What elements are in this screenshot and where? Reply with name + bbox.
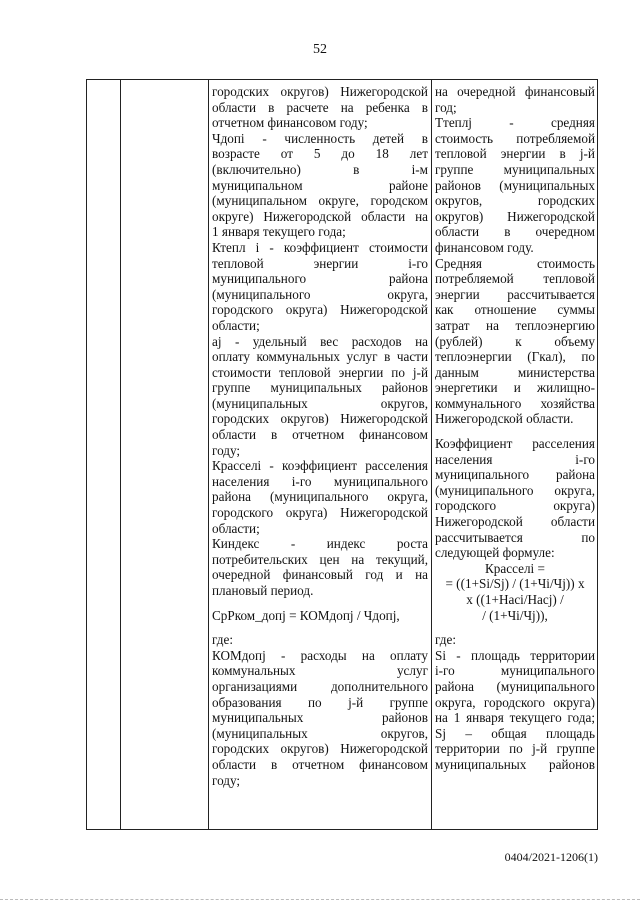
table-column-divider [208,80,209,829]
text-line: энергетики и жилищно- [435,380,595,396]
text-line: году; [212,442,241,458]
text-line: потребляемой тепловой [435,271,595,287]
bottom-scan-edge [0,899,640,900]
text-line: СрРком_допj = КОМдопj / Чдопj, [212,607,400,623]
text-line: Si - площадь территории [435,647,595,663]
text-line: году; [212,772,241,788]
table-column-divider [120,80,121,829]
text-line: Коэффициент расселения [435,436,595,452]
text-line: организациями дополнительного [212,678,428,694]
text-line: потребительских цен на текущий, [212,551,428,567]
text-line: муниципальных районов [435,756,595,772]
text-line: муниципальном районе [212,177,428,193]
text-line: населения і-го [435,451,595,467]
text-line: (рублей) к объему [435,333,595,349]
right-column-text [435,84,595,773]
text-line: теплоэнергии (Гкал), по [435,349,595,365]
text-line: области; [212,520,260,536]
text-line: группе муниципальных районов [212,380,428,396]
document-code: 0404/2021-1206(1) [504,850,598,864]
text-line: очередной финансовый год и на [212,567,428,583]
text-line: финансовом году. [435,239,534,255]
text-line: отчетном финансовом году; [212,115,368,131]
text-line: где: [212,632,233,648]
text-line: год; [435,99,457,115]
text-line: области в расчете на ребенка в [212,99,428,115]
spacer [435,427,595,436]
text-line: области в отчетном финансовом [212,427,428,443]
text-line: округе) Нижегородской области на [212,208,428,224]
text-line: x ((1+Насі/Насj) / [466,592,564,607]
spacer [212,599,428,608]
text-line: населения і-го муниципального [212,473,428,489]
text-line: области в отчетном финансовом [212,756,428,772]
text-line: территории по j-й группе [435,741,595,757]
text-line: (включительно) в і-м [212,161,428,177]
text-line: городского округа) Нижегородской [212,505,428,521]
text-line: (муниципальных округов, [212,395,428,411]
text-line: рассчитывается по [435,529,595,545]
text-line: тепловой энергии в j-й [435,146,595,162]
text-line: муниципального района [212,271,428,287]
text-line: Sj – общая площадь [435,725,595,741]
text-line: возрасте от 5 до 18 лет [212,146,428,162]
text-line: округа, городского округа) [435,694,595,710]
text-line: района (муниципального округа, [212,489,428,505]
text-line: Красселі = [485,560,545,576]
text-line: тепловой энергии і-го [212,255,428,271]
text-line: как отношение суммы [435,302,595,318]
page-number: 52 [313,42,327,57]
text-line: области; [212,317,260,333]
text-line: плановый период. [212,583,314,598]
text-line: следующей формуле: [435,545,555,561]
text-line: городских округов) Нижегородской [212,84,428,99]
text-line: городских округов) Нижегородской [212,411,428,427]
text-line: Ттеплj - средняя [435,115,595,131]
text-line: Красселі - коэффициент расселения [212,458,428,474]
text-line: КОМдопj - расходы на оплату [212,647,428,663]
text-line: муниципального района [435,467,595,483]
text-line: (муниципального округа, [435,482,595,498]
text-line: і-го муниципального [435,663,595,679]
text-line: затрат на теплоэнергию [435,317,595,333]
text-line: Чдопі - численность детей в [212,130,428,146]
text-line: (муниципальном округе, городском [212,193,428,209]
text-line: Киндекс - индекс роста [212,536,428,552]
text-line: 1 января текущего года; [212,224,346,240]
text-line: городских округов) Нижегородской [212,741,428,757]
text-line: Средняя стоимость [435,255,595,271]
text-line: группе муниципальных [435,161,595,177]
text-line: районов (муниципальных [435,177,595,193]
text-line: на очередной финансовый [435,84,595,99]
text-line: (муниципальных округов, [212,725,428,741]
text-line: области в очередном [435,224,595,240]
middle-column-text [212,84,428,788]
text-line: стоимость потребляемой [435,130,595,146]
text-line: городского округа) [435,498,595,514]
text-line: = ((1+Si/Sj) / (1+Чі/Чj)) x [445,576,585,592]
text-line: коммунальных услуг [212,663,428,679]
spacer [435,623,595,632]
text-line: данным министерства [435,364,595,380]
text-line: aj - удельный вес расходов на [212,333,428,349]
text-line: округов) Нижегородской [435,208,595,224]
text-line: муниципальных районов [212,710,428,726]
text-line: района (муниципального [435,678,595,694]
text-line: / (1+Чі/Чj)), [482,607,548,623]
text-line: коммунального хозяйства [435,395,595,411]
text-line: округов, городских [435,193,595,209]
text-line: (муниципального округа, [212,286,428,302]
text-line: Нижегородской области. [435,411,574,427]
text-line: энергии рассчитывается [435,286,595,302]
text-line: городского округа) Нижегородской [212,302,428,318]
text-line: Ктепл і - коэффициент стоимости [212,239,428,255]
table-column-divider [431,80,432,829]
spacer [212,623,428,632]
text-line: на 1 января текущего года; [435,710,595,726]
document-table [86,79,598,830]
text-line: Нижегородской области [435,514,595,530]
text-line: образования по j-й группе [212,694,428,710]
text-line: оплату коммунальных услуг в части [212,349,428,365]
text-line: где: [435,632,456,648]
text-line: стоимости тепловой энергии по j-й [212,364,428,380]
